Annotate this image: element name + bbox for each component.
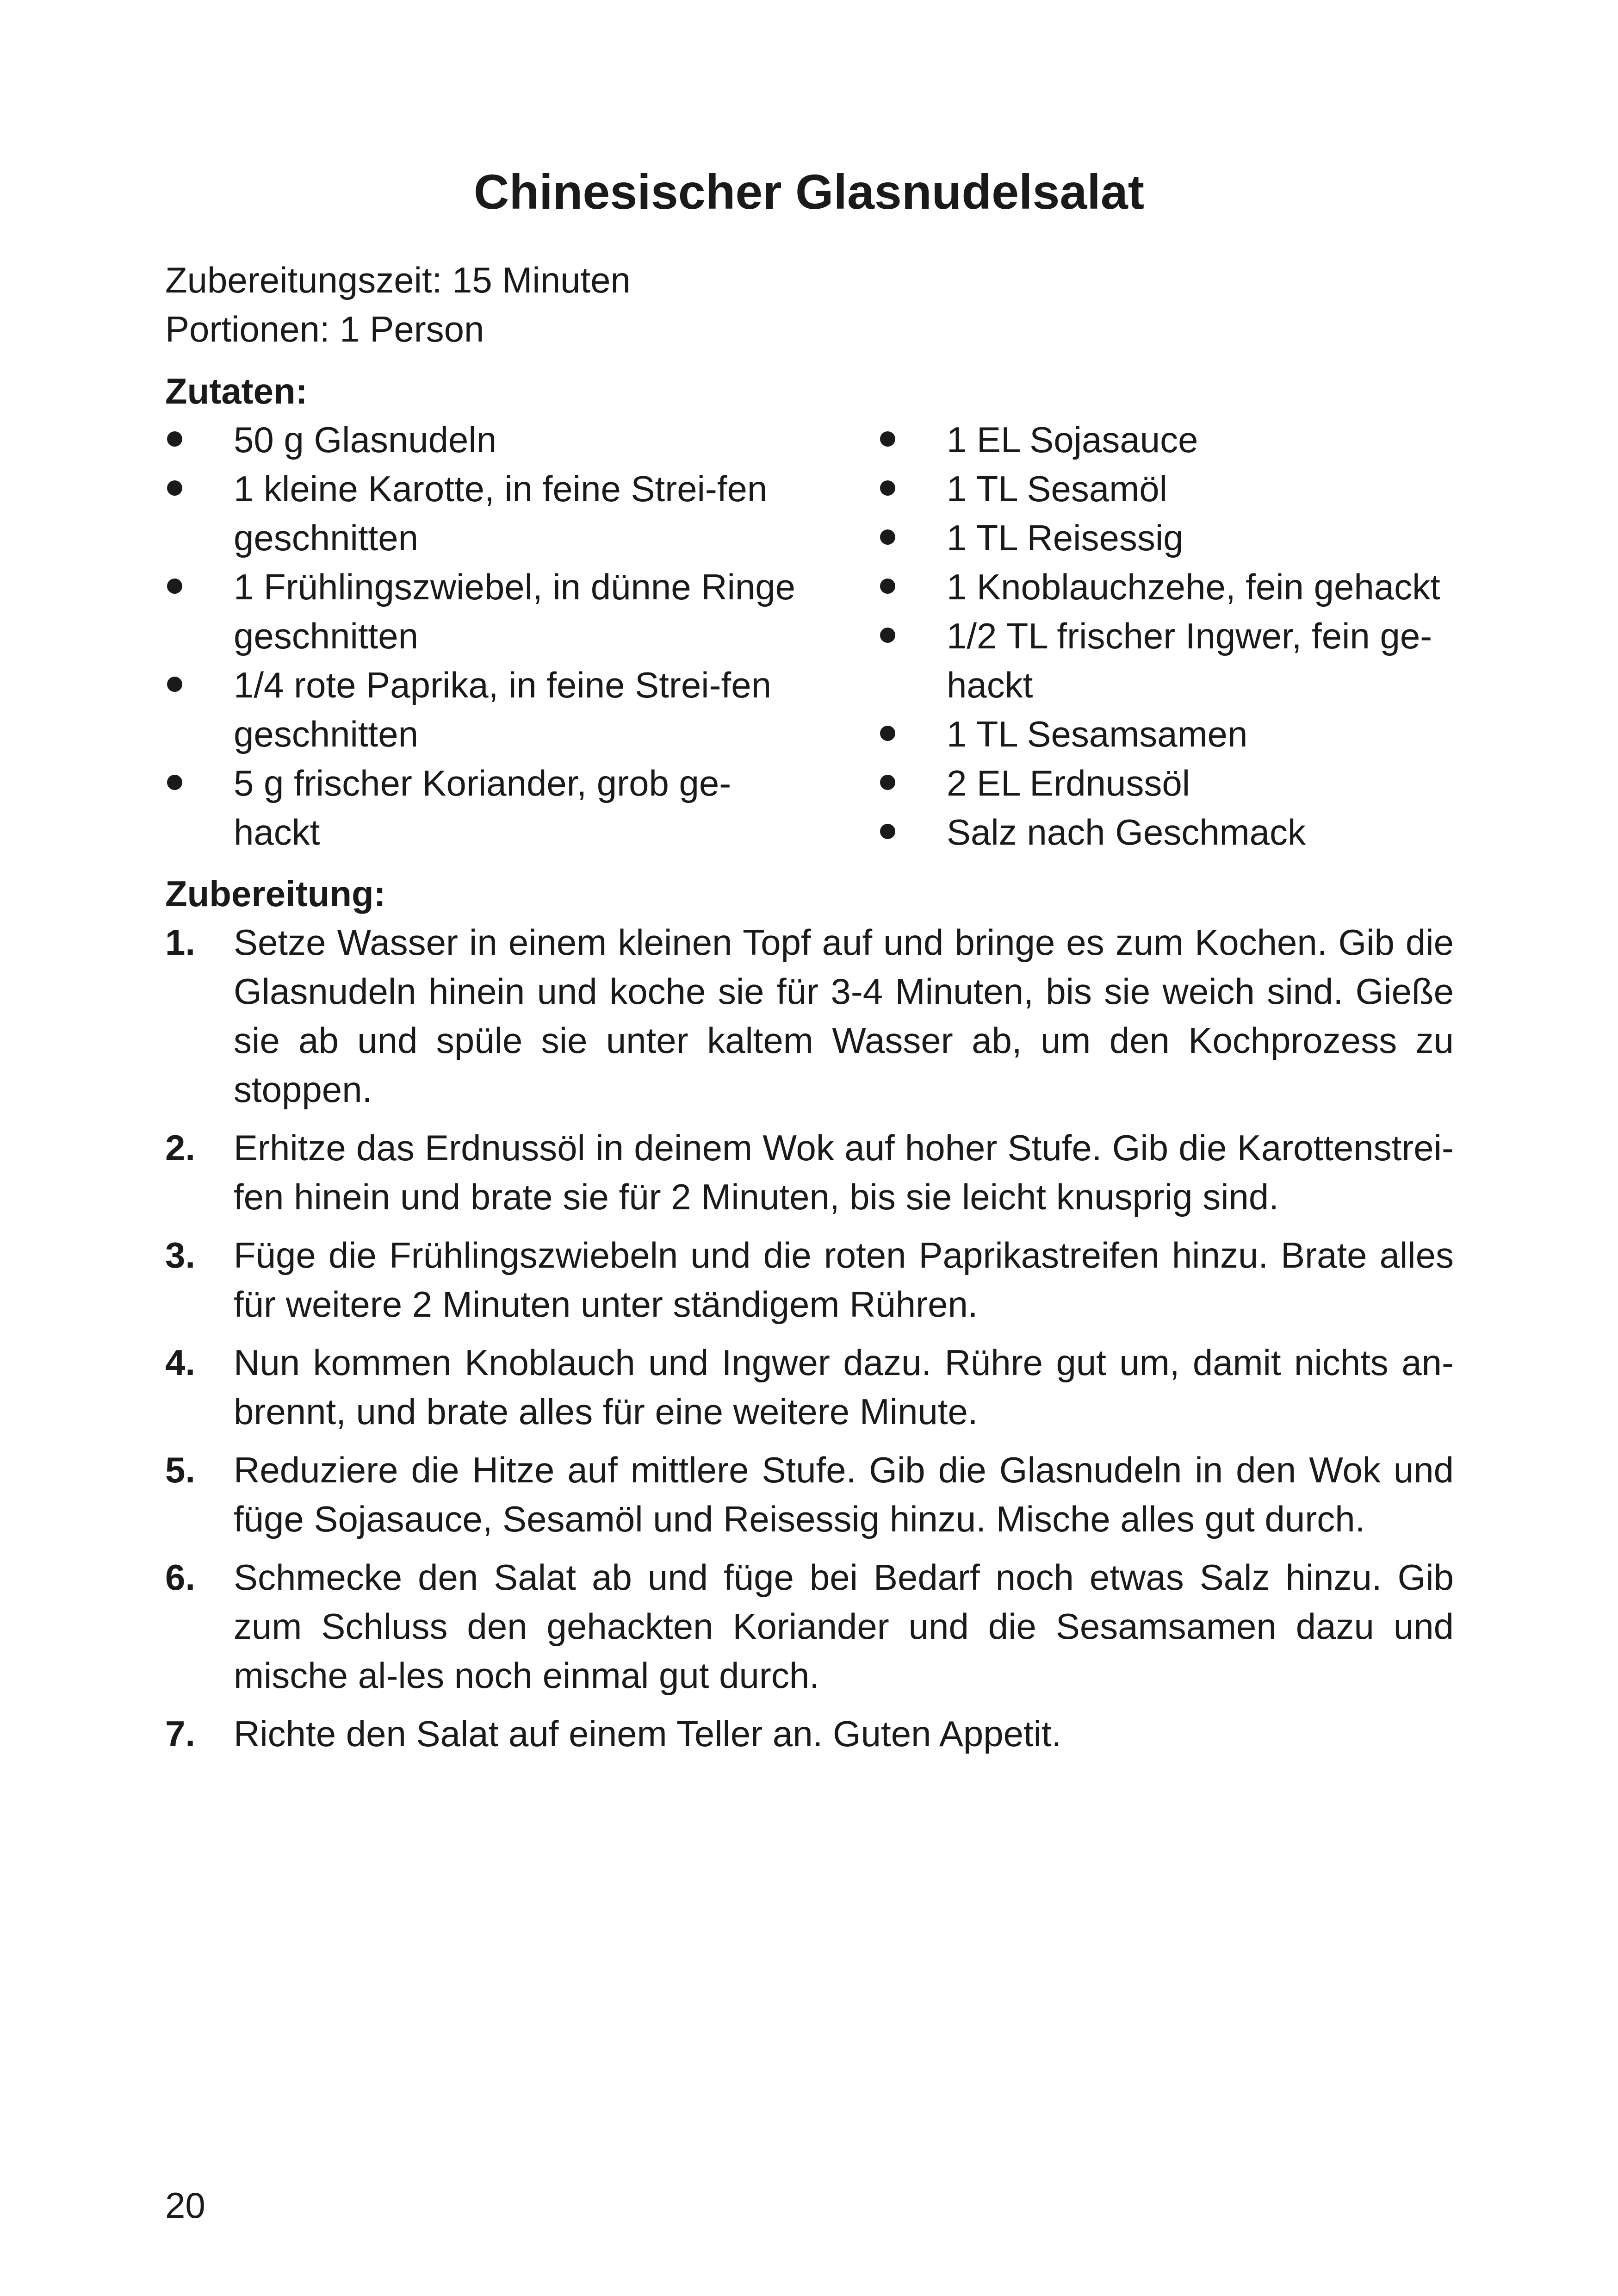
step-text: Schmecke den Salat ab und füge bei Bedarf noch etwas Salz hinzu. Gib zum Schluss den gehackten Koriander und die Sesamsamen dazu und mische al-les noch einmal gut durch.	[234, 1557, 1454, 1696]
ingredient-text: 1 EL Sojasauce	[947, 419, 1198, 460]
bullet-icon	[165, 759, 185, 808]
step-number: 5.	[165, 1450, 196, 1490]
step-number: 3.	[165, 1235, 196, 1276]
step-text: Füge die Frühlingszwiebeln und die roten Paprikastreifen hinzu. Brate alles für weitere 2 Minuten unter ständigem Rühren.	[234, 1235, 1454, 1325]
step-number: 1.	[165, 922, 196, 963]
bullet-icon	[878, 808, 898, 857]
ingredient-text: 1 Frühlingszwiebel, in dünne Ringe geschnitten	[234, 566, 796, 656]
ingredient-text: Salz nach Geschmack	[947, 812, 1306, 852]
ingredient-item	[165, 415, 804, 464]
ingredient-item	[165, 562, 804, 660]
ingredient-item	[878, 759, 1494, 808]
bullet-icon	[165, 464, 185, 513]
bullet-icon	[878, 709, 898, 759]
bullet-icon	[165, 415, 185, 464]
ingredient-text: 1 Knoblauchzehe, fein gehackt	[947, 566, 1440, 607]
bullet-icon	[878, 562, 898, 611]
ingredient-text: 1 TL Sesamöl	[947, 468, 1167, 509]
ingredient-item	[878, 562, 1494, 611]
step-number: 2.	[165, 1127, 196, 1168]
page-title: Chinesischer Glasnudelsalat	[473, 165, 1145, 219]
step-number: 4.	[165, 1342, 196, 1383]
ingredient-item	[878, 513, 1494, 562]
recipe-meta	[165, 255, 631, 354]
bullet-icon	[165, 562, 185, 611]
preparation-steps	[165, 918, 1454, 1767]
step-item	[165, 1445, 1454, 1543]
step-item	[165, 1553, 1454, 1700]
bullet-icon	[878, 415, 898, 464]
ingredients-heading: Zutaten:	[165, 371, 308, 411]
ingredient-item	[165, 464, 804, 562]
ingredient-item	[878, 808, 1494, 857]
ingredient-text: 1/4 rote Paprika, in feine Strei-fen geschnitten	[234, 665, 771, 754]
step-number: 7.	[165, 1713, 196, 1754]
step-item	[165, 1338, 1454, 1436]
ingredient-text: 1/2 TL frischer Ingwer, fein ge-hackt	[947, 616, 1432, 705]
ingredient-text: 1 TL Sesamsamen	[947, 714, 1248, 754]
ingredients-list-left	[165, 415, 804, 857]
ingredient-text: 5 g frischer Koriander, grob ge-hackt	[234, 763, 732, 852]
bullet-icon	[878, 464, 898, 513]
ingredient-text: 50 g Glasnudeln	[234, 419, 497, 460]
preparation-heading: Zubereitung:	[165, 873, 386, 914]
step-item	[165, 1231, 1454, 1329]
step-text: Richte den Salat auf einem Teller an. Guten Appetit.	[234, 1713, 1062, 1754]
step-item	[165, 918, 1454, 1114]
ingredient-text: 2 EL Erdnussöl	[947, 763, 1190, 803]
step-text: Erhitze das Erdnussöl in deinem Wok auf hoher Stufe. Gib die Karottenstrei-fen hinein und brate sie für 2 Minuten, bis sie leicht knusprig sind.	[234, 1127, 1454, 1217]
step-number: 6.	[165, 1557, 196, 1598]
step-text: Nun kommen Knoblauch und Ingwer dazu. Rühre gut um, damit nichts an-brennt, und brate alles für eine weitere Minute.	[234, 1342, 1454, 1432]
bullet-icon	[878, 759, 898, 808]
bullet-icon	[165, 660, 185, 709]
bullet-icon	[878, 611, 898, 660]
step-item	[165, 1123, 1454, 1221]
ingredient-item	[165, 660, 804, 759]
ingredient-text: 1 TL Reisessig	[947, 517, 1184, 558]
page-number: 20	[165, 2185, 205, 2226]
ingredient-item	[878, 611, 1494, 709]
prep-time: Zubereitungszeit: 15 Minuten	[165, 260, 631, 300]
portions: Portionen: 1 Person	[165, 309, 484, 349]
ingredients-list-right	[878, 415, 1494, 857]
bullet-icon	[878, 513, 898, 562]
ingredient-text: 1 kleine Karotte, in feine Strei-fen geschnitten	[234, 468, 768, 558]
step-item	[165, 1709, 1454, 1758]
step-text: Reduziere die Hitze auf mittlere Stufe. Gib die Glasnudeln in den Wok und füge Sojasauce, Sesamöl und Reisessig hinzu. Mische alles gut durch.	[234, 1450, 1454, 1539]
ingredient-item	[878, 464, 1494, 513]
step-text: Setze Wasser in einem kleinen Topf auf und bringe es zum Kochen. Gib die Glasnudeln hinein und koche sie für 3-4 Minuten, bis sie weich sind. Gieße sie ab und spüle sie unter kaltem Wasser ab, um den Kochprozess zu stoppen.	[234, 922, 1454, 1110]
ingredient-item	[878, 415, 1494, 464]
ingredient-item	[878, 709, 1494, 759]
ingredient-item	[165, 759, 804, 857]
